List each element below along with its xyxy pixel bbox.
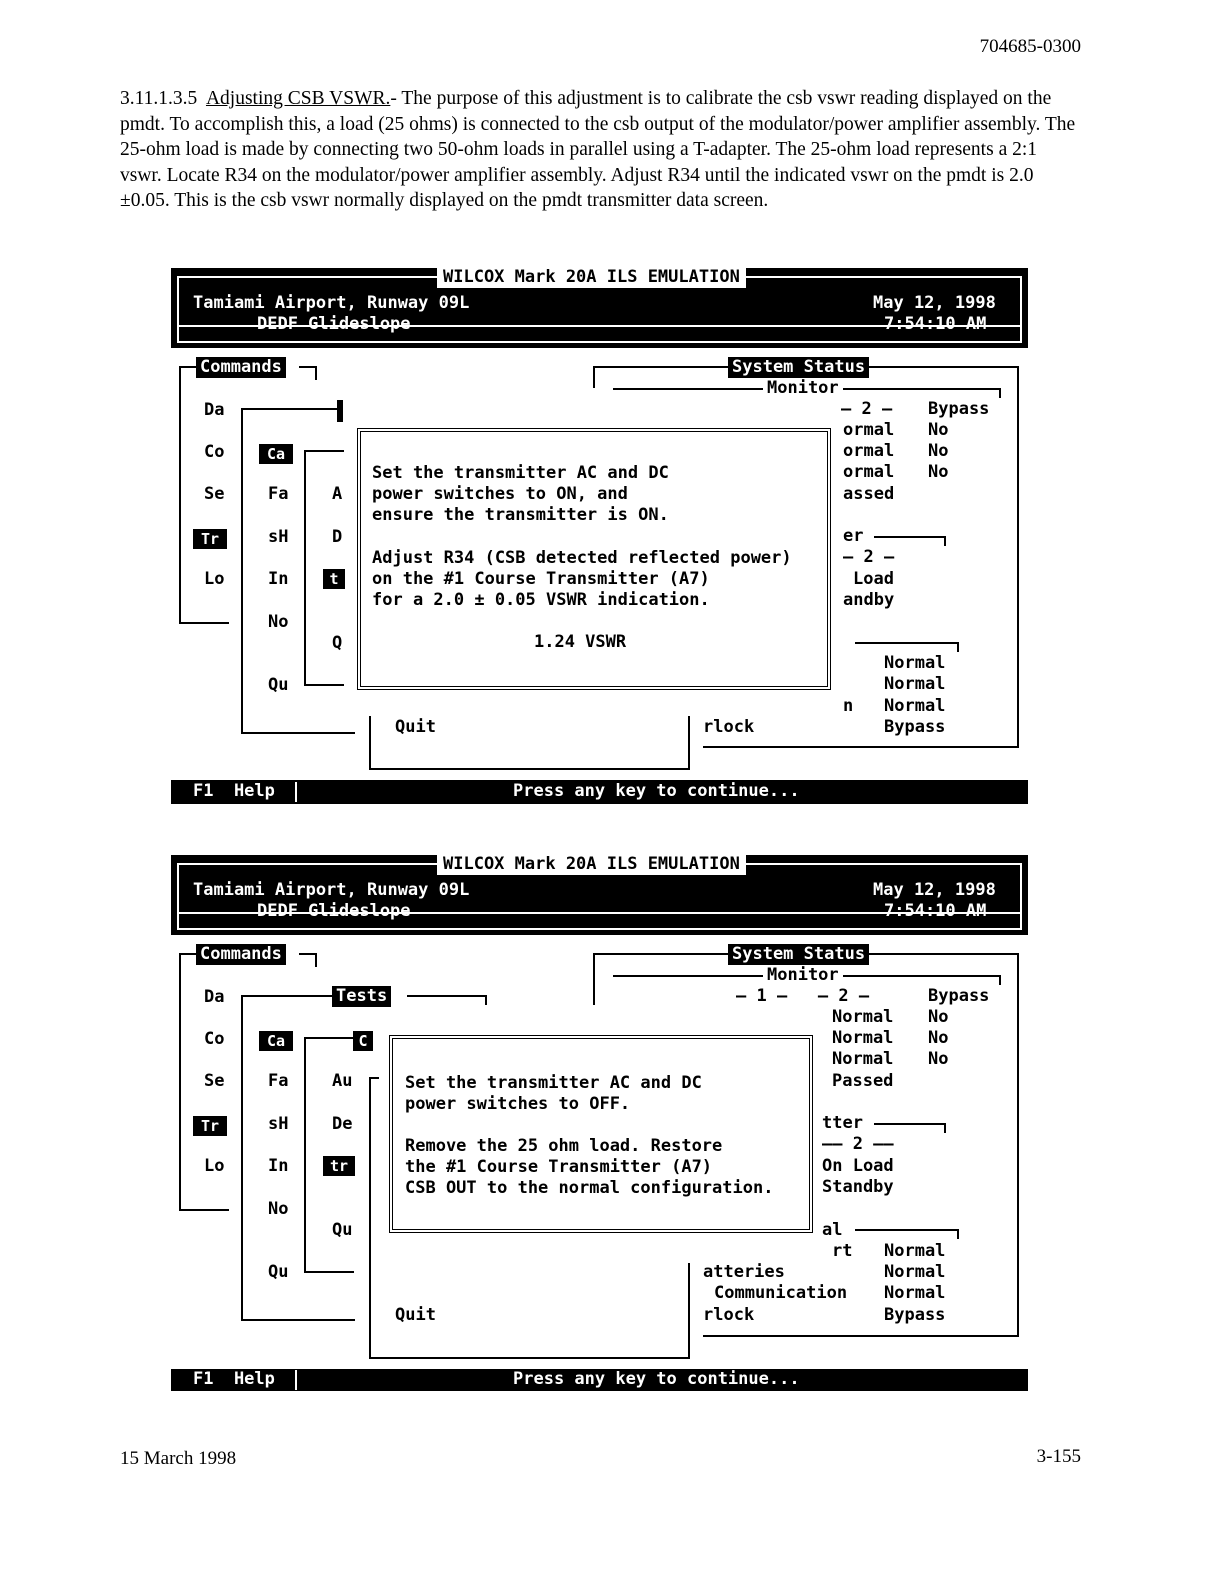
emulator-screen-2: [171, 855, 1028, 1391]
dialog-line: on the #1 Course Transmitter (A7): [372, 569, 710, 589]
commands-label[interactable]: Commands: [196, 944, 286, 965]
status-cell: Normal: [884, 653, 946, 673]
status-cell: er: [843, 526, 864, 546]
menu-shutdown[interactable]: sH: [268, 527, 289, 547]
system-status-label: System Status: [728, 944, 869, 965]
status-cell: No: [928, 1049, 949, 1069]
status-cell: Load: [853, 569, 894, 589]
menu-logs[interactable]: Lo: [204, 1156, 225, 1176]
menu-data[interactable]: Da: [204, 987, 225, 1007]
dialog-line: CSB OUT to the normal configuration.: [405, 1178, 774, 1198]
monitor-columns: — 1 — — 2 —: [736, 986, 870, 1006]
status-cell: — 2 —: [843, 547, 895, 567]
screen-date: May 12, 1998: [873, 293, 996, 313]
status-interlock: rlock: [703, 1305, 755, 1325]
tests-label[interactable]: Tests: [332, 986, 391, 1007]
dialog-line: for a 2.0 ± 0.05 VSWR indication.: [372, 590, 710, 610]
dialog-line: Adjust R34 (CSB detected reflected power): [372, 548, 792, 568]
paragraph-heading: Adjusting CSB VSWR.: [205, 88, 391, 109]
status-cell: Normal: [832, 1007, 894, 1027]
status-cell: No: [928, 1028, 949, 1048]
facility-name: DEDF Glideslope: [257, 314, 411, 334]
status-cell: Bypass: [928, 399, 990, 419]
instruction-dialog: [389, 1035, 813, 1233]
menu-auto[interactable]: Au: [332, 1071, 353, 1091]
screen-header: [171, 855, 1028, 935]
status-cell: —— 2 ——: [822, 1134, 894, 1154]
status-cell: Bypass: [884, 717, 946, 737]
status-cell: ormal: [843, 462, 895, 482]
help-key[interactable]: F1 Help: [193, 1369, 275, 1389]
menu-normal[interactable]: No: [268, 1199, 289, 1219]
paragraph-body: - The purpose of this adjustment is to calibrate the csb vswr reading displayed on the pmdt. To accomplish this, a load (25 ohms) is connected to the csb output of the modulator/power amplifier assembly. The 25-ohm load is made by connecting two 50-ohm loads in parallel using a T-adapter. The 25-ohm load represents a 2:1 vswr. Locate R34 on the modulator/power amplifier assembly. Adjust R34 until the indicated vswr on the pmdt is 2.0 ±0.05. This is the csb vswr normally displayed on the pmdt transmitter data screen.: [120, 88, 1076, 212]
status-cell: Normal: [884, 1262, 946, 1282]
menu-detail[interactable]: De: [332, 1114, 353, 1134]
status-cell: Passed: [832, 1071, 894, 1091]
menu-detail[interactable]: D: [332, 527, 343, 547]
status-batteries: atteries: [703, 1262, 785, 1282]
menu-calibration-highlight[interactable]: Ca: [259, 1031, 293, 1051]
footer-date: 15 March 1998: [120, 1448, 237, 1469]
menu-interlock[interactable]: In: [268, 1156, 289, 1176]
status-cell: andby: [843, 590, 895, 610]
status-bar: [171, 780, 1028, 804]
status-cell: Normal: [832, 1028, 894, 1048]
status-cell: Normal: [884, 696, 946, 716]
vswr-reading: 1.24 VSWR: [534, 632, 627, 652]
status-cell: No: [928, 1007, 949, 1027]
status-interlock: rlock: [703, 717, 755, 737]
instruction-dialog: [357, 428, 831, 690]
menu-calibration-highlight[interactable]: Ca: [259, 444, 293, 464]
screen-header: [171, 268, 1028, 348]
dialog-line: Set the transmitter AC and DC: [372, 463, 669, 483]
menu-control[interactable]: Co: [204, 442, 225, 462]
menu-logs[interactable]: Lo: [204, 569, 225, 589]
status-cell: Normal: [832, 1049, 894, 1069]
status-cell: — 2 —: [841, 399, 893, 419]
menu-faults[interactable]: Fa: [268, 484, 289, 504]
document-number: 704685-0300: [979, 36, 1081, 57]
paragraph-number: 3.11.1.3.5: [120, 88, 198, 109]
status-cell: Normal: [884, 1241, 946, 1261]
menu-faults[interactable]: Fa: [268, 1071, 289, 1091]
facility-name: DEDF Glideslope: [257, 901, 411, 921]
status-cell: ormal: [843, 420, 895, 440]
menu-interlock[interactable]: In: [268, 569, 289, 589]
monitor-label: Monitor: [763, 378, 843, 399]
emulator-screen-1: [171, 268, 1028, 804]
site-name: Tamiami Airport, Runway 09L: [193, 880, 470, 900]
dialog-line: the #1 Course Transmitter (A7): [405, 1157, 713, 1177]
status-cell: tter: [822, 1113, 863, 1133]
system-status-label: System Status: [728, 357, 869, 378]
menu-auto[interactable]: A: [332, 484, 343, 504]
menu-control[interactable]: Co: [204, 1029, 225, 1049]
status-cell: No: [928, 441, 949, 461]
status-cell: Normal: [884, 1283, 946, 1303]
status-cell: Normal: [884, 674, 946, 694]
menu-transmitter-test-highlight[interactable]: tr: [323, 1156, 355, 1176]
continue-prompt: Press any key to continue...: [513, 1369, 800, 1389]
status-cell: ormal: [843, 441, 895, 461]
status-cell: Bypass: [928, 986, 990, 1006]
menu-quit-2[interactable]: Qu: [268, 675, 289, 695]
commands-label[interactable]: Commands: [196, 357, 286, 378]
status-cell: No: [928, 420, 949, 440]
menu-data[interactable]: Da: [204, 400, 225, 420]
status-bar: [171, 1369, 1028, 1391]
status-cell: Standby: [822, 1177, 894, 1197]
dialog-line: power switches to OFF.: [405, 1094, 631, 1114]
screen-title: WILCOX Mark 20A ILS EMULATION: [437, 268, 746, 288]
menu-quit-2[interactable]: Qu: [268, 1262, 289, 1282]
screen-date: May 12, 1998: [873, 880, 996, 900]
screen-time: 7:54:10 AM: [884, 901, 987, 921]
status-cell: assed: [843, 484, 895, 504]
quit-option[interactable]: Quit: [395, 717, 436, 737]
menu-setup[interactable]: Se: [204, 484, 225, 504]
site-name: Tamiami Airport, Runway 09L: [193, 293, 470, 313]
dialog-line: power switches to ON, and: [372, 484, 628, 504]
page-number: 3-155: [1036, 1446, 1081, 1467]
continue-prompt: Press any key to continue...: [513, 781, 800, 801]
menu-quit-3[interactable]: Q: [332, 633, 343, 653]
dialog-line: Remove the 25 ohm load. Restore: [405, 1136, 723, 1156]
quit-option[interactable]: Quit: [395, 1305, 436, 1325]
help-key[interactable]: F1 Help: [193, 781, 275, 801]
menu-setup[interactable]: Se: [204, 1071, 225, 1091]
menu-transmitter-highlight[interactable]: Tr: [193, 1116, 227, 1136]
status-cell: No: [928, 462, 949, 482]
menu-test-highlight[interactable]: t: [323, 569, 345, 589]
paragraph: [120, 86, 1080, 214]
screen-time: 7:54:10 AM: [884, 314, 987, 334]
status-cell: Bypass: [884, 1305, 946, 1325]
menu-c-highlight[interactable]: C: [353, 1031, 373, 1051]
menu-transmitter-highlight[interactable]: Tr: [193, 529, 227, 549]
screen-title: WILCOX Mark 20A ILS EMULATION: [437, 855, 746, 875]
dialog-line: Set the transmitter AC and DC: [405, 1073, 702, 1093]
menu-normal[interactable]: No: [268, 612, 289, 632]
status-communication: Communication: [714, 1283, 848, 1303]
status-cell: al: [822, 1220, 843, 1240]
status-cell: rt: [832, 1241, 853, 1261]
status-cell: n: [843, 696, 854, 716]
dialog-line: ensure the transmitter is ON.: [372, 505, 669, 525]
monitor-label: Monitor: [763, 965, 843, 986]
menu-shutdown[interactable]: sH: [268, 1114, 289, 1134]
status-cell: On Load: [822, 1156, 894, 1176]
menu-quit-3[interactable]: Qu: [332, 1220, 353, 1240]
